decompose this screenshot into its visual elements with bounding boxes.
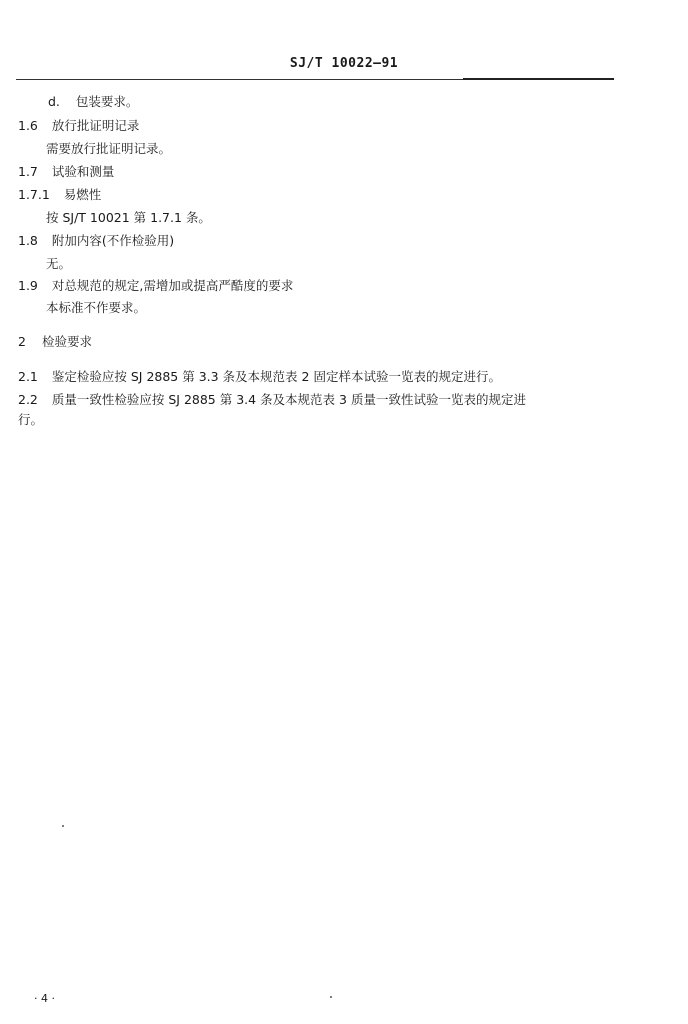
section-title: 放行批证明记录 (51, 118, 140, 133)
section-heading-1-7-1 (18, 187, 101, 203)
section-number: 1.7.1 (18, 187, 50, 202)
section-heading-1-9 (18, 278, 293, 294)
section-content-1-6: 需要放行批证明记录。 (46, 141, 172, 156)
section-number: 1.6 (18, 118, 38, 133)
scan-speck (62, 825, 64, 827)
clause-2-1 (18, 369, 501, 385)
clause-text-line-1: 质量一致性检验应按 SJ 2885 第 3.4 条及本规范表 3 质量一致性试验一览表的规定进 (51, 392, 526, 407)
section-content-1-9: 本标准不作要求。 (46, 300, 147, 315)
clause-2-2 (18, 392, 526, 408)
list-item-marker: d. (48, 94, 60, 109)
section-title: 检验要求 (41, 334, 92, 349)
section-number: 1.7 (18, 164, 38, 179)
clause-text: 鉴定检验应按 SJ 2885 第 3.3 条及本规范表 2 固定样本试验一览表的规定进行。 (51, 369, 501, 384)
clause-2-2-continuation: 行。 (18, 412, 44, 427)
section-heading-1-6 (18, 118, 139, 134)
section-title: 对总规范的规定,需增加或提高严酷度的要求 (51, 278, 294, 293)
header-rule-accent (463, 78, 614, 80)
clause-number: 2.2 (18, 392, 38, 407)
clause-number: 2.1 (18, 369, 38, 384)
section-content-1-7-1: 按 SJ/T 10021 第 1.7.1 条。 (46, 210, 211, 225)
section-number: 1.8 (18, 233, 38, 248)
section-content-1-8: 无。 (46, 256, 72, 271)
section-number: 2 (18, 334, 26, 349)
section-heading-2 (18, 334, 92, 350)
document-code: SJ/T 10022—91 (289, 56, 399, 71)
section-heading-1-7 (18, 164, 114, 180)
list-item-text: 包装要求。 (75, 94, 139, 109)
section-heading-1-8 (18, 233, 174, 249)
list-item-d (48, 94, 138, 110)
section-title: 试验和测量 (51, 164, 115, 179)
scan-speck (330, 996, 332, 998)
section-title: 易燃性 (63, 187, 102, 202)
page-number: · 4 · (34, 992, 55, 1005)
section-number: 1.9 (18, 278, 38, 293)
section-title: 附加内容(不作检验用) (51, 233, 175, 248)
